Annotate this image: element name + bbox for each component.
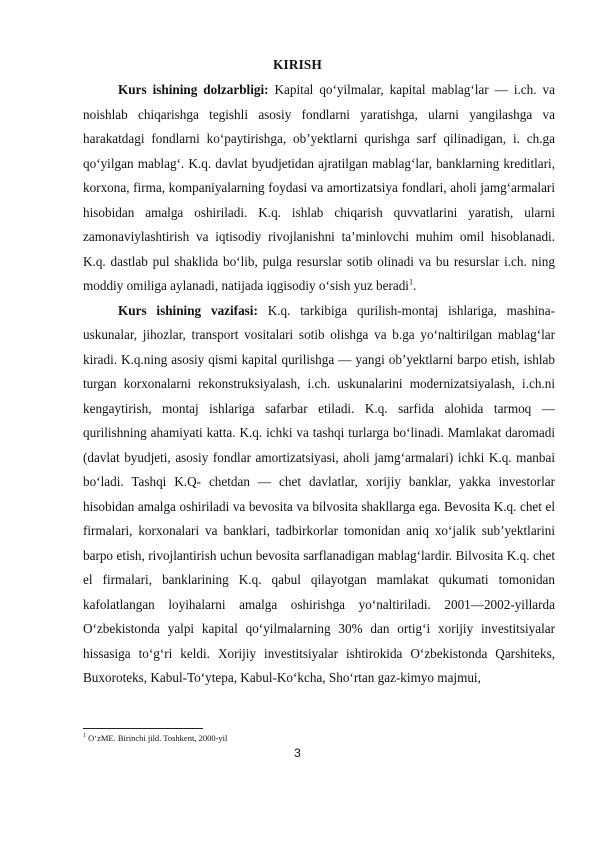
paragraph-text: Kapital qoʻyilmalar, kapital mablagʻlar — i.ch. va noishlab chiqarishga tegishli asosiy fondlarni yaratishga, ularni yangilashga va harakatdagi fondlarni koʻpaytirishga, obʼyektlarni qurishga sarf qilinadigan, i. ch.ga qoʻyilgan mablagʻ. K.q. davlat byudjetidan ajratilgan mablagʻlar, banklarning kreditlari, korxona, firma, kompaniyalarning foydasi va amortizatsiya fondlari, aholi jamgʻarmalari hisobidan amalga oshiriladi. K.q. ishlab chiqarish quvvatlarini yaratish, ularni zamonaviylashtirish va iqtisodiy rivojlanishni taʼminlovchi muhim omil hisoblanadi. K.q. dastlab pul shaklida boʻlib, pulga resurslar sotib olinadi va bu resurslar i.ch. ning moddiy omiliga aylanadi, natijada iqgisodiy oʻsish yuz beradi: [83, 82, 555, 293]
footnote-text: OʻzME. Birinchi jild. Toshkent, 2000-yil: [86, 733, 228, 743]
paragraph-objective: [83, 299, 555, 691]
page-number: 3: [294, 746, 301, 760]
footnote-ref: 1: [408, 277, 413, 287]
paragraph-text: K.q. tarkibiga qurilish-montaj ishlariga, mashina-uskunalar, jihozlar, transport vositalari sotib olishga va b.ga yoʻnaltirilgan mablagʻlar kiradi. K.q.ning asosiy qismi kapital qurilishga — yangi obʼyektlarni barpo etish, ishlab turgan korxonalarni rekonstruksiyalash, i.ch. uskunalarini modernizatsiyalash, i.ch.ni kengaytirish, montaj ishlariga safarbar etiladi. K.q. sarfida alohida tarmoq — qurilishning ahamiyati katta. K.q. ichki va tashqi turlarga boʻlinadi. Mamlakat daromadi (davlat byudjeti, asosiy fondlar amortizatsiyasi, aholi jamgʻarmalari) ichki K.q. manbai boʻladi. Tashqi K.Q- chetdan — chet davlatlar, xorijiy banklar, yakka investorlar hisobidan amalga oshiriladi va bevosita va bilvosita shakllarga ega. Bevosita K.q. chet el firmalari, korxonalari va banklari, tadbirkorlar tomonidan aniq xoʻjalik subʼyektlarini barpo etish, rivojlantirish uchun bevosita sarflanadigan mablagʻlardir. Bilvosita K.q. chet el firmalari, banklarining K.q. qabul qilayotgan mamlakat qukumati tomonidan kafolatlangan loyihalarni amalga oshirishga yoʻnaltiriladi. 2001—2002-yillarda Oʻzbekistonda yalpi kapital qoʻyilmalarning 30% dan ortigʻi xorijiy investitsiyalar hissasiga toʻgʻri keldi. Xorijiy investitsiyalar ishtirokida Oʻzbekistonda Qarshiteks, Buxoroteks, Kabul-Toʻytepa, Kabul-Koʻkcha, Shoʻrtan gaz-kimyo majmui,: [83, 302, 555, 685]
paragraph-tail: .: [412, 278, 417, 293]
footnote-divider: [83, 728, 203, 729]
paragraph-relevance: [83, 78, 555, 299]
footnote-marker: 1: [83, 733, 86, 740]
page-title: KIRISH: [273, 57, 322, 72]
paragraph-lead: Kurs ishining vazifasi:: [118, 302, 258, 318]
paragraph-lead: Kurs ishining dolzarbligi:: [118, 82, 269, 97]
body-text: [83, 78, 555, 691]
footnote: [83, 733, 227, 744]
